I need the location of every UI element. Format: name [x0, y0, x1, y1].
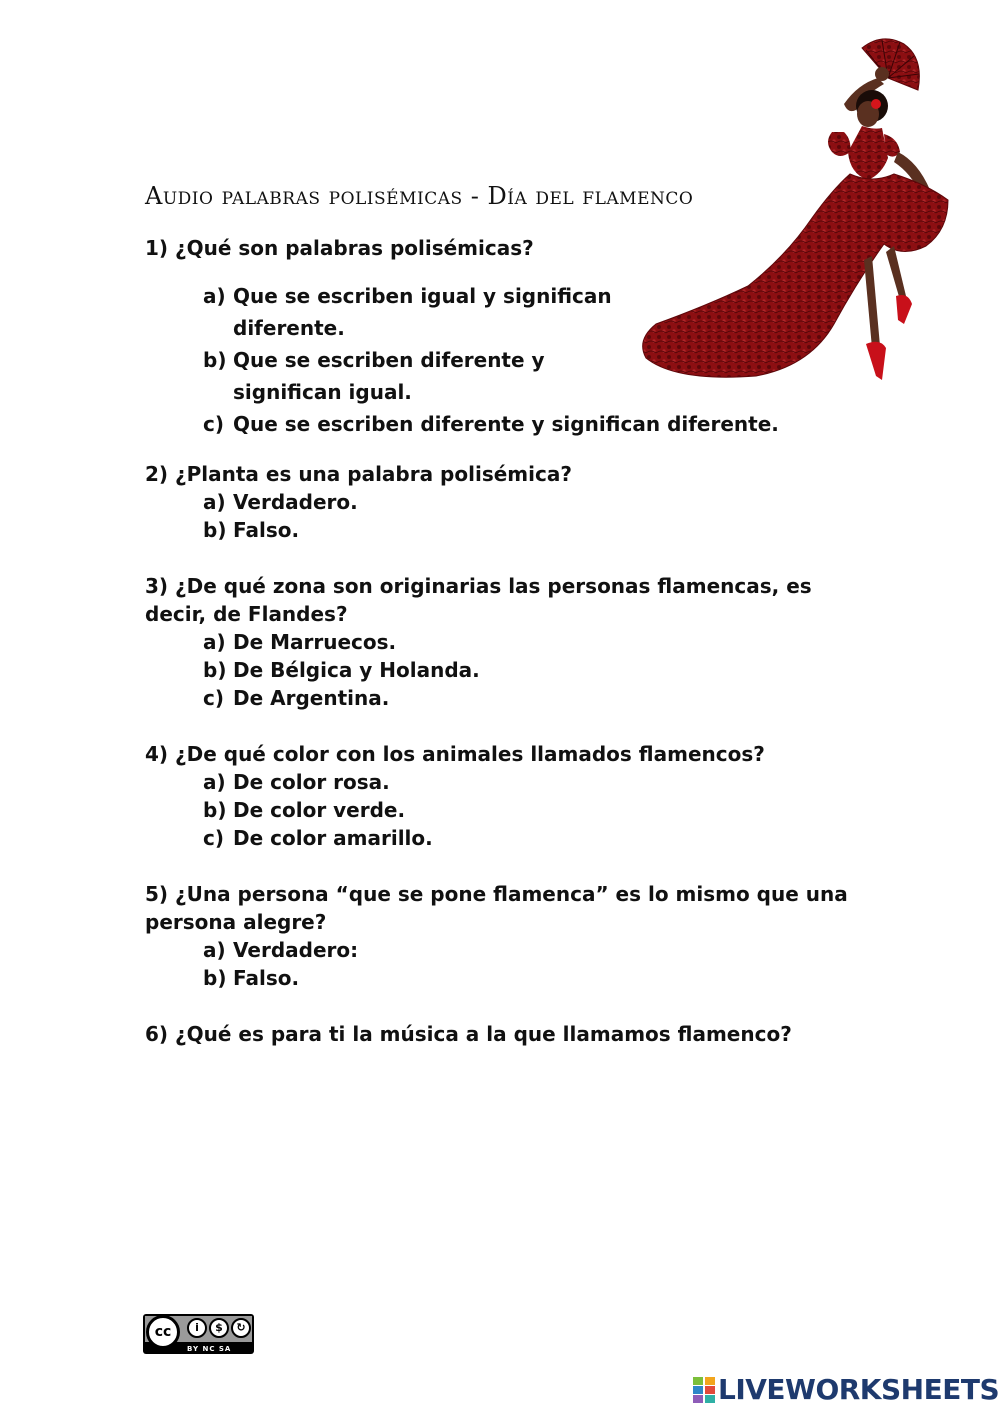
cc-icon: cc — [146, 1315, 180, 1349]
answer-text: Verdadero: — [233, 938, 359, 962]
answer-option[interactable]: a) De Marruecos. — [203, 630, 397, 654]
worksheet-title: Audio palabras polisémicas - Día del flamenco — [145, 182, 694, 210]
answer-text: Que se escriben diferente y significan igual. — [233, 348, 545, 404]
creative-commons-badge[interactable] — [143, 1314, 254, 1354]
question-prompt: 6) ¿Qué es para ti la música a la que llamamos flamenco? — [145, 1022, 792, 1046]
question-5 — [145, 880, 865, 992]
answer-option[interactable]: b) Falso. — [203, 518, 300, 542]
answer-option[interactable]: a) Que se escriben igual y significan diferente. — [203, 284, 612, 340]
by-person-icon: i — [187, 1318, 207, 1338]
question-prompt: 2) ¿Planta es una palabra polisémica? — [145, 462, 572, 486]
question-prompt: 3) ¿De qué zona son originarias las personas flamencas, es decir, de Flandes? — [145, 574, 812, 626]
answer-text: Verdadero. — [233, 490, 358, 514]
question-prompt: 4) ¿De qué color con los animales llamados flamencos? — [145, 742, 765, 766]
answer-text: Que se escriben diferente y significan diferente. — [233, 412, 779, 436]
answer-options — [145, 936, 865, 992]
question-6 — [145, 1020, 865, 1048]
question-prompt: 1) ¿Qué son palabras polisémicas? — [145, 236, 534, 260]
question-1 — [145, 234, 865, 440]
question-4 — [145, 740, 865, 852]
answer-text: Falso. — [233, 518, 300, 542]
liveworksheets-wordmark: LIVEWORKSHEETS — [718, 1373, 1000, 1406]
answer-options — [145, 628, 835, 712]
answer-options — [145, 768, 865, 852]
answer-text: Falso. — [233, 966, 300, 990]
license-tags: BY NC SA — [187, 1345, 232, 1353]
answer-option[interactable]: a) Verdadero: — [203, 938, 359, 962]
answer-text: De color amarillo. — [233, 826, 433, 850]
answer-text: De color rosa. — [233, 770, 390, 794]
answer-text: De Marruecos. — [233, 630, 397, 654]
answer-text: De Argentina. — [233, 686, 390, 710]
question-2 — [145, 460, 865, 544]
answer-option[interactable]: a) Verdadero. — [203, 490, 358, 514]
answer-option[interactable]: c) De Argentina. — [203, 686, 390, 710]
answer-option[interactable]: a) De color rosa. — [203, 770, 390, 794]
question-prompt: 5) ¿Una persona “que se pone flamenca” es lo mismo que una persona alegre? — [145, 882, 848, 934]
nc-dollar-icon: $ — [209, 1318, 229, 1338]
answer-option[interactable]: c) Que se escriben diferente y significan diferente. — [203, 412, 779, 436]
flower-icon — [871, 99, 881, 109]
sa-share-icon: ↻ — [231, 1318, 251, 1338]
answer-options — [145, 280, 865, 440]
answer-options — [145, 488, 865, 544]
liveworksheets-blocks-icon — [693, 1377, 715, 1403]
answer-option[interactable]: b) De color verde. — [203, 798, 406, 822]
answer-text: Que se escriben igual y significan diferente. — [233, 284, 612, 340]
answer-option[interactable]: b) De Bélgica y Holanda. — [203, 658, 480, 682]
answer-text: De color verde. — [233, 798, 406, 822]
answer-option[interactable]: c) De color amarillo. — [203, 826, 433, 850]
answer-option[interactable]: b) Que se escriben diferente y significan igual. — [203, 348, 545, 404]
answer-text: De Bélgica y Holanda. — [233, 658, 480, 682]
question-3 — [145, 572, 835, 712]
answer-option[interactable]: b) Falso. — [203, 966, 300, 990]
